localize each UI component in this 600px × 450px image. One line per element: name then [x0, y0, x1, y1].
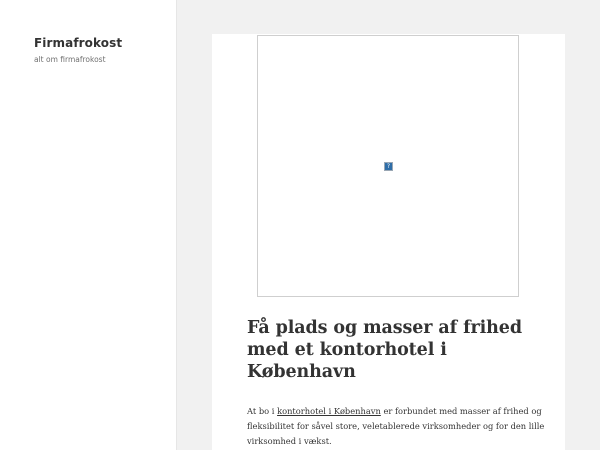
site-title-link[interactable]: Firmafrokost [34, 36, 123, 50]
post-thumbnail[interactable] [257, 35, 519, 297]
post-card [212, 34, 565, 450]
sidebar [0, 0, 177, 450]
site-tagline: alt om firmafrokost [34, 55, 106, 64]
kontorhotel-link[interactable]: kontorhotel i København [277, 406, 381, 416]
post-excerpt-text-end: er forbundet med masser af frihed og fleksibilitet for såvel store, veletablerede virksomheder og for den lille virksomhed i vækst. [247, 406, 545, 446]
broken-image-icon: ? [384, 162, 393, 171]
post-title[interactable]: Få plads og masser af frihed med et kontorhotel i København [247, 318, 522, 382]
post-excerpt [247, 404, 547, 449]
post-excerpt-text-start: At bo i [247, 406, 278, 416]
